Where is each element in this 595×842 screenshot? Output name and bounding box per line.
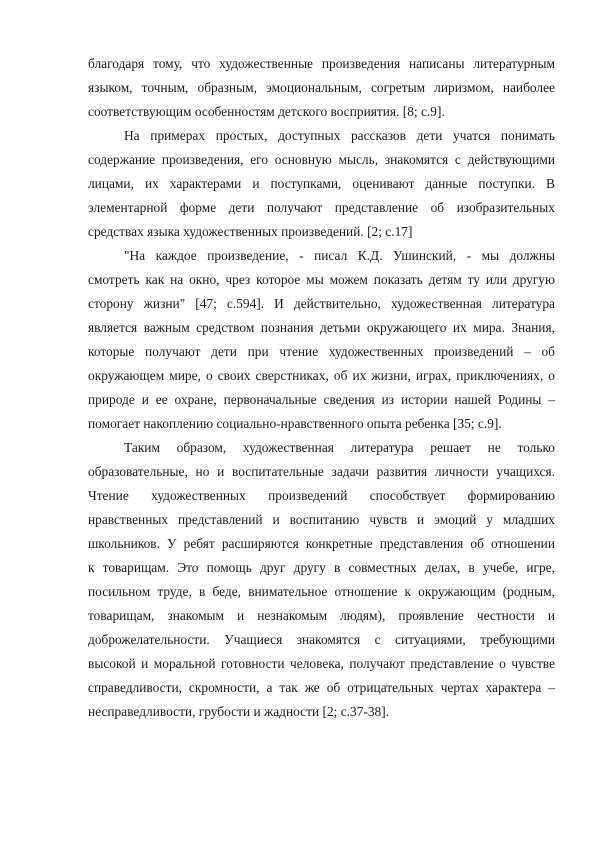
body-text bbox=[88, 52, 555, 724]
text-line: сторону жизни" [47; с.594]. И действительно, художественная литература bbox=[88, 296, 555, 311]
text-line: к товарищам. Это помощь друг другу в совместных делах, в учебе, игре, bbox=[88, 560, 555, 575]
text-line: высокой и моральной готовности человека, получают представление о чувстве bbox=[88, 656, 555, 671]
text-line: несправедливости, грубости и жадности [2; с.37-38]. bbox=[88, 704, 390, 719]
text-line: товарищам, знакомым и незнакомым людям), проявление честности и bbox=[88, 608, 555, 623]
text-line: посильном труде, в беде, внимательное отношение к окружающим (родным, bbox=[88, 584, 555, 599]
text-line: школьников. У ребят расширяются конкретные представления об отношении bbox=[88, 536, 555, 551]
text-line: справедливости, скромности, а так же об отрицательных чертах характера – bbox=[88, 680, 555, 695]
text-line: средствах языка художественных произведений. [2; с.17] bbox=[88, 224, 413, 239]
text-line: Таким образом, художественная литература решает не только bbox=[124, 440, 555, 455]
text-line: содержание произведения, его основную мысль, знакомятся с действующими bbox=[88, 152, 555, 167]
text-line: образовательные, но и воспитательные задачи развития личности учащихся. bbox=[88, 464, 555, 479]
text-line: На примерах простых, доступных рассказов дети учатся понимать bbox=[124, 128, 555, 143]
text-line: смотреть как на окно, чрез которое мы можем показать детям ту или другую bbox=[88, 272, 555, 287]
text-line: нравственных представлений и воспитанию чувств и эмоций у младших bbox=[88, 512, 555, 527]
text-line: языком, точным, образным, эмоциональным, согретым лиризмом, наиболее bbox=[88, 80, 555, 95]
text-line: Чтение художественных произведений способствует формированию bbox=[88, 488, 555, 503]
text-line: помогает накоплению социально-нравственного опыта ребенка [35; с.9]. bbox=[88, 416, 502, 431]
text-line: окружающем мире, о своих сверстниках, об их жизни, играх, приключениях, о bbox=[88, 368, 555, 383]
text-line: соответствующим особенностям детского восприятия. [8; с.9]. bbox=[88, 104, 445, 119]
text-line: лицами, их характерами и поступками, оценивают данные поступки. В bbox=[88, 176, 555, 191]
text-line: природе и ее охране, первоначальные сведения из истории нашей Родины – bbox=[88, 392, 555, 407]
text-line: благодаря тому, что художественные произведения написаны литературным bbox=[88, 56, 555, 71]
text-line: является важным средством познания детьми окружающего их мира. Знания, bbox=[88, 320, 555, 335]
text-line: элементарной форме дети получают представление об изобразительных bbox=[88, 200, 555, 215]
text-line: доброжелательности. Учащиеся знакомятся с ситуациями, требующими bbox=[88, 632, 555, 647]
text-line: "На каждое произведение, - писал К.Д. Ушинский, - мы должны bbox=[124, 248, 555, 263]
text-line: которые получают дети при чтение художественных произведений – об bbox=[88, 344, 555, 359]
